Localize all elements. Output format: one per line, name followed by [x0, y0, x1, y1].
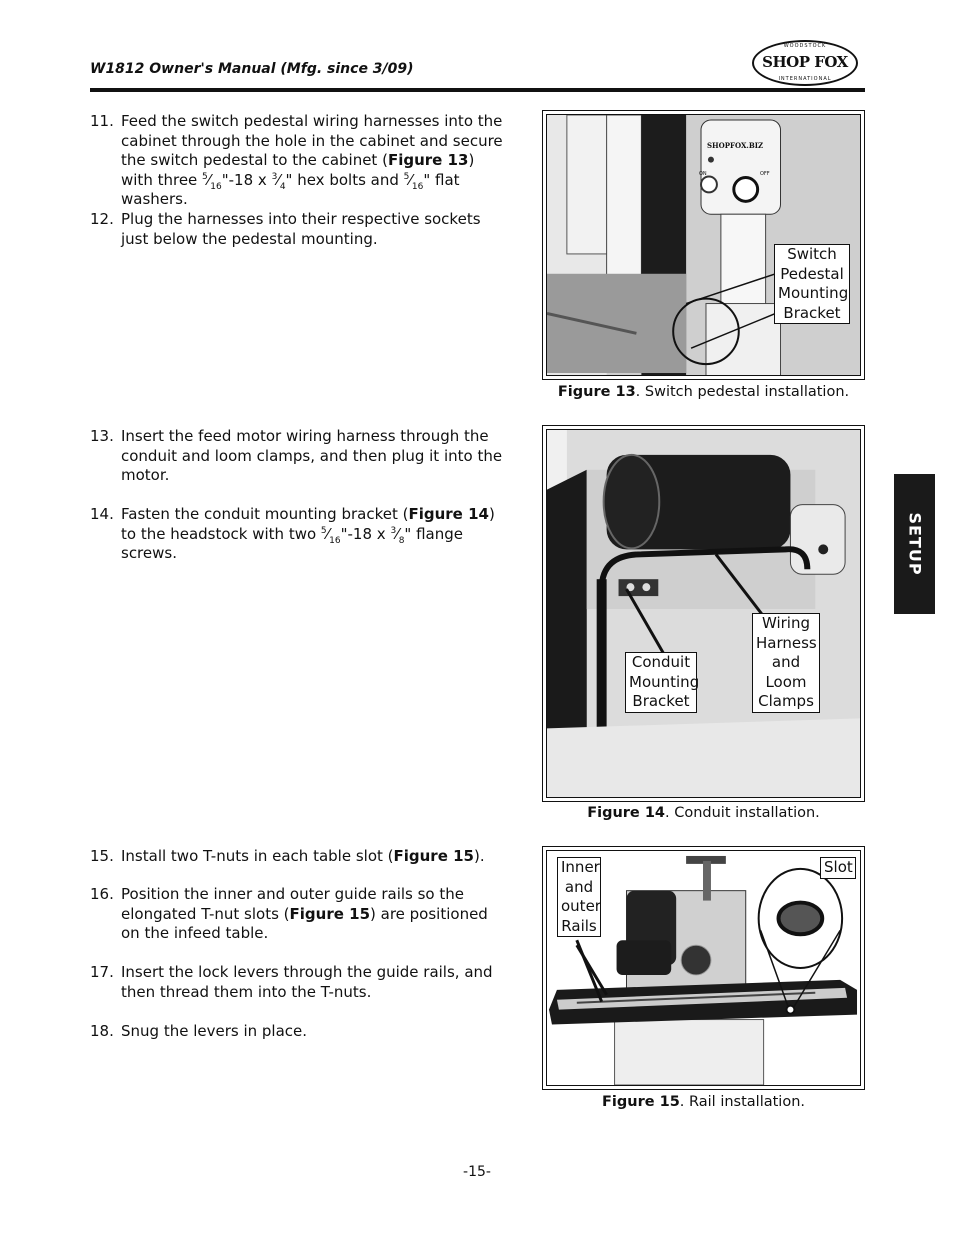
- step-11: 11. Feed the switch pedestal wiring harnesses into the cabinet through the hole in the cabinet and secure the switch pedestal to the cabinet (Figure 13) with three $^5⁄_{16}"-18$ x $^3⁄_4$" hex bolts and $^5⁄_{16}$" flat washers.: [90, 112, 503, 208]
- step-14: 14. Fasten the conduit mounting bracket (Figure 14) to the headstock with two $^5⁄_{16}"-18$ x $^3⁄_8$" flange screws.: [90, 505, 495, 562]
- setup-section-tab: SETUP: [894, 474, 935, 614]
- callout-wiring-harness-clamps: Wiring Harness and Loom Clamps: [752, 613, 820, 713]
- figure-15-photo: [542, 846, 865, 1090]
- step-18: 18. Snug the levers in place.: [90, 1022, 308, 1040]
- step-16: 16. Position the inner and outer guide rails so the elongated T-nut slots (Figure 15) are positioned on the infeed table.: [90, 885, 488, 942]
- page-number: -15-: [463, 1164, 491, 1180]
- figure-13-caption: Figure 13. Switch pedestal installation.: [557, 384, 850, 400]
- figure-13-photo: SHOPFOX.BIZ ON OFF Switch Pedestal Mounting Bracket: [542, 110, 865, 380]
- shopfox-biz-label: SHOPFOX.BIZ: [707, 141, 764, 150]
- callout-conduit-mounting-bracket: Conduit Mounting Bracket: [625, 652, 697, 713]
- figure-15-caption: Figure 15. Rail installation.: [602, 1094, 805, 1110]
- manual-title: W1812 Owner's Manual (Mfg. since 3/09): [90, 61, 414, 77]
- callout-inner-outer-rails: Inner and outer Rails: [557, 857, 601, 937]
- callout-switch-pedestal-bracket: Switch Pedestal Mounting Bracket: [774, 244, 850, 324]
- figure-14-photo: [542, 425, 865, 802]
- step-13: 13. Insert the feed motor wiring harness through the conduit and loom clamps, and then plug it into the motor.: [90, 427, 503, 484]
- step-15: 15. Install two T-nuts in each table slot (Figure 15).: [90, 847, 485, 865]
- figure-14-caption: Figure 14. Conduit installation.: [587, 805, 820, 821]
- callout-slot: Slot: [820, 857, 856, 879]
- step-17: 17. Insert the lock levers through the guide rails, and then thread them into the T-nuts.: [90, 963, 493, 1001]
- shop-fox-logo: WOODSTOCK SHOP FOX INTERNATIONAL: [752, 40, 858, 86]
- header-divider: [90, 88, 865, 92]
- step-12: 12. Plug the harnesses into their respective sockets just below the pedestal mounting.: [90, 210, 481, 248]
